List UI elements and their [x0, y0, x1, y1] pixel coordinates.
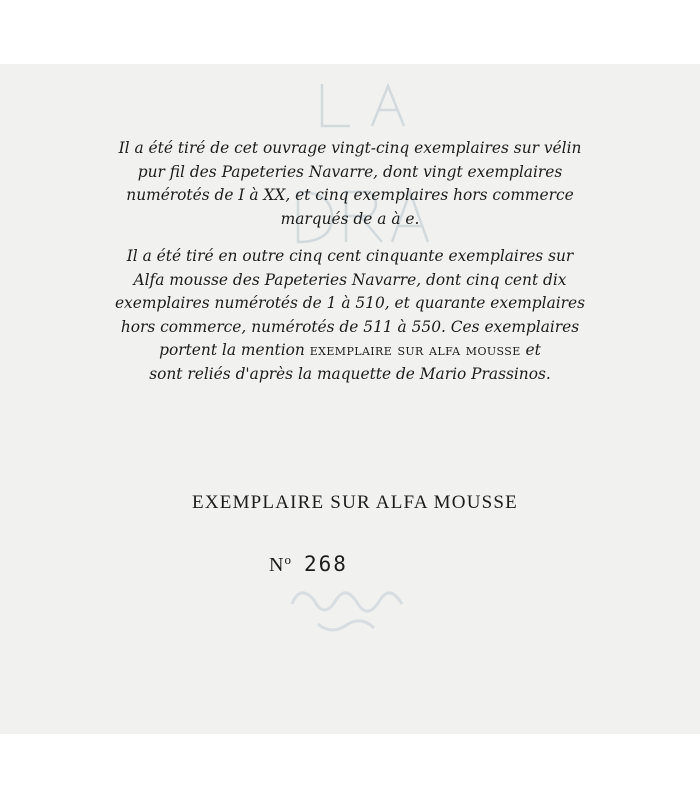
number-prefix: N [269, 554, 285, 576]
colophon-line: marqués de a à e. [280, 209, 420, 228]
colophon-line: exemplaires numérotés de 1 à 510, et quarante exemplaires [114, 294, 586, 312]
colophon-line: numérotés de I à XX, et cinq exemplaires hors commerce [126, 186, 574, 204]
mention-small-caps: exemplaire sur alfa mousse [309, 341, 521, 359]
colophon-text [40, 137, 660, 386]
colophon-page [0, 64, 700, 734]
colophon-line: Alfa mousse des Papeteries Navarre, dont cinq cent dix [133, 270, 567, 289]
colophon-line: hors commerce, numérotés de 511 à 550. Ces exemplaires [120, 317, 580, 336]
number-abbreviation [269, 554, 292, 576]
copy-number [269, 552, 348, 577]
colophon-paragraph-velin [40, 137, 660, 231]
mention-lead: portent la mention [159, 341, 310, 359]
colophon-line: Il a été tiré en outre cinq cent cinquante exemplaires sur [126, 247, 574, 265]
colophon-line: sont reliés d'après la maquette de Mario Prassinos. [149, 364, 551, 383]
mention-tail: et [520, 341, 541, 359]
colophon-paragraph-alfa [40, 245, 660, 386]
colophon-line: pur fil des Papeteries Navarre, dont vingt exemplaires [137, 162, 563, 181]
colophon-line: Il a été tiré de cet ouvrage vingt-cinq exemplaires sur vélin [118, 139, 582, 157]
number-prefix-superscript: o [284, 552, 292, 567]
edition-label: EXEMPLAIRE SUR ALFA MOUSSE [192, 492, 518, 513]
copy-number-value: 268 [303, 552, 348, 576]
colophon-line [40, 339, 660, 363]
